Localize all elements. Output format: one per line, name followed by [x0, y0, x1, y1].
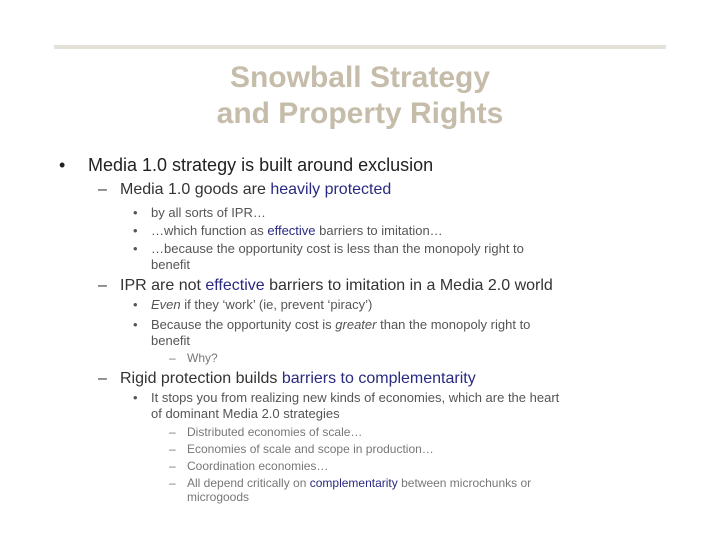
bullet-marker: •	[133, 390, 138, 405]
dash-marker: –	[98, 277, 107, 294]
sub-sub-item: All depend critically on complementarity between microchunks or	[187, 476, 532, 490]
sub-bullet-2: IPR are not effective barriers to imitation in a Media 2.0 world	[120, 277, 553, 294]
bullet-marker: •	[59, 155, 66, 175]
bullet-marker: •	[133, 223, 138, 238]
dash-marker: –	[169, 459, 176, 473]
bullet-marker: •	[133, 241, 138, 256]
dash-marker: –	[169, 476, 176, 490]
bullet-marker: •	[133, 205, 138, 220]
sub-item-continuation: benefit	[151, 257, 191, 272]
dash-marker: –	[98, 370, 107, 387]
sub-item: by all sorts of IPR…	[151, 205, 266, 220]
sub-bullet-3: Rigid protection builds barriers to complementarity	[120, 370, 476, 387]
dash-marker: –	[169, 425, 176, 439]
bullet-marker: •	[133, 317, 138, 332]
sub-item: …because the opportunity cost is less than the monopoly right to	[151, 241, 524, 256]
dash-marker: –	[169, 351, 176, 365]
sub-sub-item: Why?	[187, 351, 218, 365]
title-line-1: Snowball Strategy	[229, 61, 491, 94]
title-line-2: and Property Rights	[216, 97, 504, 130]
sub-item: Because the opportunity cost is greater than the monopoly right to	[151, 317, 531, 332]
sub-sub-item: Distributed economies of scale…	[187, 425, 363, 439]
sub-item: Even if they ‘work’ (ie, prevent ‘piracy’)	[151, 297, 373, 312]
sub-item-continuation: of dominant Media 2.0 strategies	[151, 406, 340, 421]
sub-item: It stops you from realizing new kinds of economies, which are the heart	[151, 390, 560, 405]
dash-marker: –	[169, 442, 176, 456]
sub-item-continuation: benefit	[151, 333, 191, 348]
sub-bullet-1: Media 1.0 goods are heavily protected	[120, 181, 392, 198]
sub-item: …which function as effective barriers to imitation…	[151, 223, 443, 238]
sub-sub-item-continuation: microgoods	[187, 490, 250, 504]
main-bullet: Media 1.0 strategy is built around exclusion	[88, 155, 434, 175]
bullet-marker: •	[133, 297, 138, 312]
dash-marker: –	[98, 181, 107, 198]
sub-sub-item: Economies of scale and scope in production…	[187, 442, 434, 456]
sub-sub-item: Coordination economies…	[187, 459, 329, 473]
